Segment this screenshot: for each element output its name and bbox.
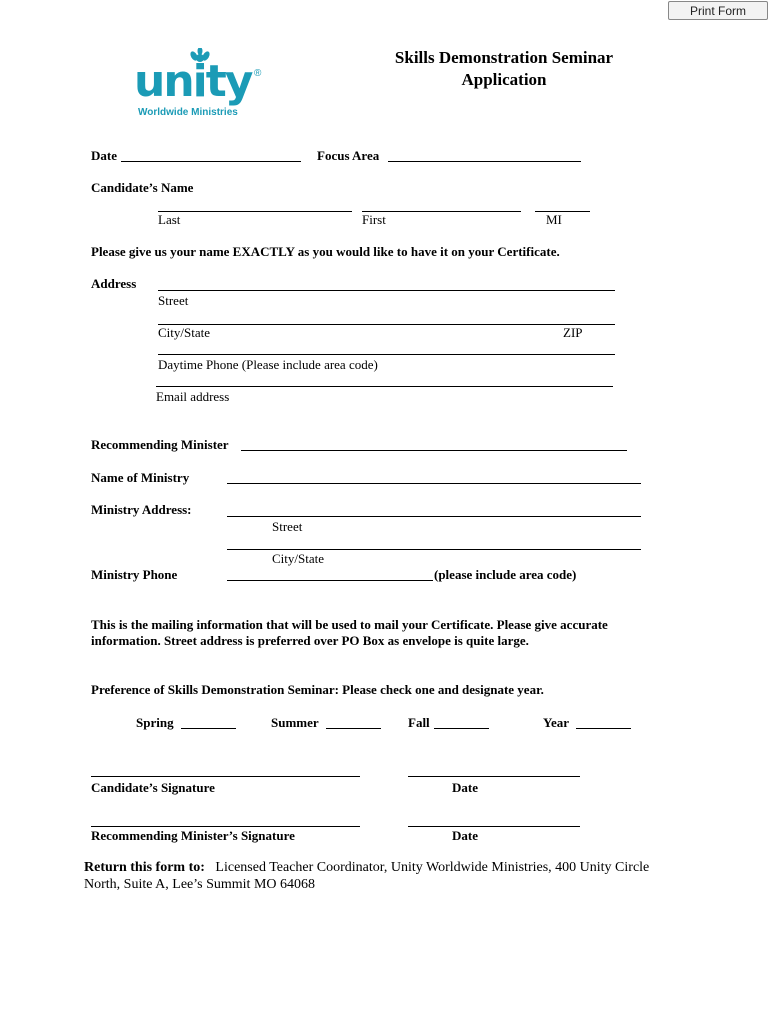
date-label: Date <box>91 148 117 163</box>
candidate-signature-field[interactable] <box>91 762 360 777</box>
unity-logo <box>132 48 272 123</box>
fall-label: Fall <box>408 715 430 730</box>
return-line-2: North, Suite A, Lee’s Summit MO 64068 <box>84 877 315 892</box>
daytime-phone-field[interactable] <box>158 340 615 355</box>
return-line-1: Licensed Teacher Coordinator, Unity Worldwide Ministries, 400 Unity Circle <box>215 860 650 875</box>
recommending-minister-field[interactable] <box>241 436 627 451</box>
summer-label: Summer <box>271 715 319 730</box>
logo-wordmark: unity <box>134 56 252 107</box>
last-caption: Last <box>158 212 181 227</box>
first-caption: First <box>362 212 386 227</box>
candidate-signature-label: Candidate’s Signature <box>91 780 215 795</box>
email-field[interactable] <box>156 372 613 387</box>
first-name-field[interactable] <box>362 197 521 212</box>
minister-date-label: Date <box>452 828 478 843</box>
print-form-button[interactable]: Print Form <box>668 1 768 20</box>
minister-signature-label: Recommending Minister’s Signature <box>91 828 295 843</box>
registered-mark: ® <box>254 68 262 79</box>
mailing-note <box>91 617 608 649</box>
mi-caption: MI <box>546 212 562 227</box>
spring-label: Spring <box>136 715 174 730</box>
summer-field[interactable] <box>326 714 381 729</box>
recommending-minister-label: Recommending Minister <box>91 437 229 452</box>
email-caption: Email address <box>156 389 230 404</box>
city-state-zip-field[interactable] <box>158 310 615 325</box>
ministry-street-caption: Street <box>272 519 303 534</box>
ministry-phone-label: Ministry Phone <box>91 567 178 582</box>
date-field[interactable] <box>121 147 301 162</box>
year-field[interactable] <box>576 714 631 729</box>
address-label: Address <box>91 276 137 291</box>
minister-date-field[interactable] <box>408 812 580 827</box>
title-line-1: Skills Demonstration Seminar <box>394 48 614 67</box>
logo-subtitle: Worldwide Ministries <box>138 107 238 118</box>
last-name-field[interactable] <box>158 197 352 212</box>
candidate-date-field[interactable] <box>408 762 580 777</box>
return-label: Return this form to: <box>84 860 205 875</box>
preference-label: Preference of Skills Demonstration Seminar: Please check one and designate year. <box>91 682 544 697</box>
minister-signature-field[interactable] <box>91 812 360 827</box>
zip-caption: ZIP <box>563 325 583 340</box>
candidate-name-label: Candidate’s Name <box>91 180 194 195</box>
street-caption: Street <box>158 293 189 308</box>
ministry-phone-field[interactable] <box>227 566 433 581</box>
candidate-date-label: Date <box>452 780 478 795</box>
name-of-ministry-label: Name of Ministry <box>91 470 190 485</box>
focus-area-label: Focus Area <box>317 148 380 163</box>
name-exactly-note: Please give us your name EXACTLY as you would like to have it on your Certificate. <box>91 244 560 259</box>
city-state-caption: City/State <box>158 325 210 340</box>
ministry-city-state-field[interactable] <box>227 535 641 550</box>
spring-field[interactable] <box>181 714 236 729</box>
ministry-street-field[interactable] <box>227 502 641 517</box>
middle-initial-field[interactable] <box>535 197 590 212</box>
daytime-phone-caption: Daytime Phone (Please include area code) <box>158 357 378 372</box>
name-of-ministry-field[interactable] <box>227 469 641 484</box>
ministry-city-state-caption: City/State <box>272 551 324 566</box>
form-title <box>360 47 648 91</box>
ministry-address-label: Ministry Address: <box>91 502 192 517</box>
fall-field[interactable] <box>434 714 489 729</box>
year-label: Year <box>543 715 569 730</box>
focus-area-field[interactable] <box>388 147 581 162</box>
return-address <box>84 859 649 893</box>
street-field[interactable] <box>158 276 615 291</box>
mailing-note-line-2: information. Street address is preferred over PO Box as envelope is quite large. <box>91 633 529 648</box>
title-line-2: Application <box>461 70 547 89</box>
ministry-phone-note: (please include area code) <box>434 567 577 582</box>
mailing-note-line-1: This is the mailing information that will be used to mail your Certificate. Please give accurate <box>91 617 608 632</box>
